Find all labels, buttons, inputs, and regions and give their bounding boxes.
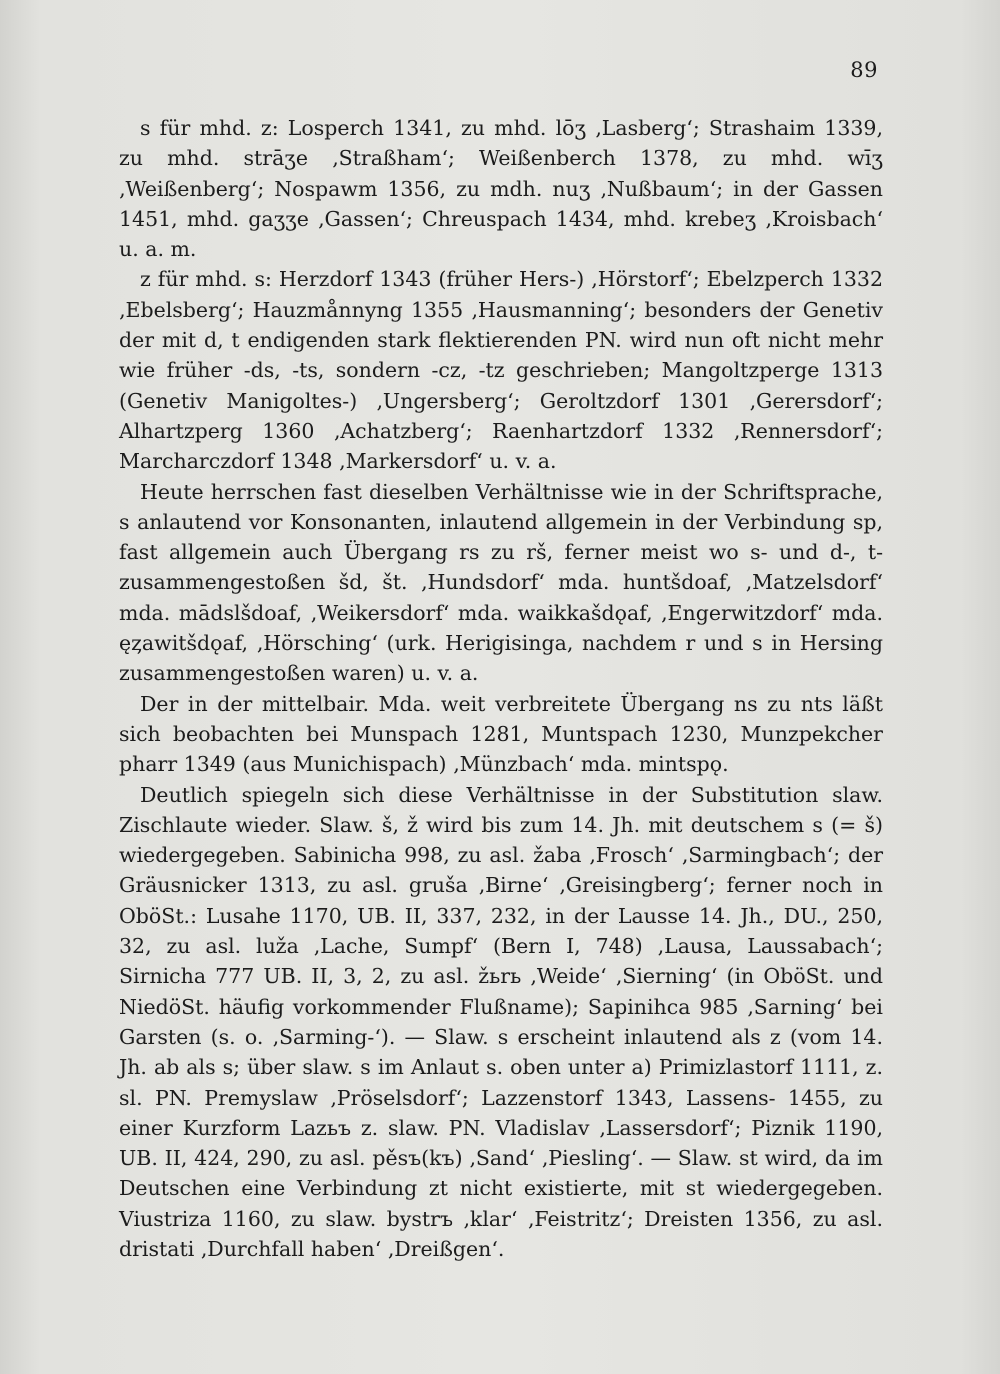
paragraph-3: Heute herrschen fast dieselben Verhältnisse wie in der Schriftsprache, s anlautend vor Konsonanten, inlautend allgemein in der Verbindung sp, fast allgemein auch Übergang rs zu rš, ferner meist wo s- und d-, t- zusammengestoßen šd, št. ‚Hundsdorf‘ mda. huntšdoaf, ‚Matzelsdorf‘ mda. mādslšdoaf, ‚Weikersdorf‘ mda. waikkašdǫaf, ‚Engerwitzdorf‘ mda. ęȥawitšdǫaf, ‚Hörsching‘ (urk. Herigisinga, nachdem r und s in Hersing zusammengestoßen waren) u. v. a. [119,479,883,686]
paragraph-1: s für mhd. z: Losperch 1341, zu mhd. lōʒ ‚Lasberg‘; Strashaim 1339, zu mhd. strāʒe ‚Straßham‘; Weißenberch 1378, zu mhd. wīʒ ‚Weißenberg‘; Nospawm 1356, zu mdh. nuʒ ‚Nußbaum‘; in der Gassen 1451, mhd. gaʒʒe ‚Gassen‘; Chreuspach 1434, mhd. krebeʒ ‚Kroisbach‘ u. a. m. [119,116,883,262]
body-text [119,113,883,1264]
page-number: 89 [850,58,878,82]
paragraph-5: Deutlich spiegeln sich diese Verhältnisse in der Substitution slaw. Zischlaute wieder. Slaw. š, ž wird bis zum 14. Jh. mit deutschem s (= š) wiedergegeben. Sabinicha 998, zu asl. žaba ‚Frosch‘ ‚Sarmingbach‘; der Gräusnicker 1313, zu asl. gruša ‚Birne‘ ‚Greisingberg‘; ferner noch in OböSt.: Lusahe 1170, UB. II, 337, 232, in der Lausse 14. Jh., DU., 250, 32, zu asl. luža ‚Lache, Sumpf‘ (Bern I, 748) ‚Lausa, Laussabach‘; Sirnicha 777 UB. II, 3, 2, zu asl. žьrь ‚Weide‘ ‚Sierning‘ (in OböSt. und NiedöSt. häufig vorkommender Flußname); Sapinihca 985 ‚Sarning‘ bei Garsten (s. o. ‚Sarming-‘). — Slaw. s erscheint inlautend als z (vom 14. Jh. ab als s; über slaw. s im Anlaut s. oben unter a) Primizlastorf 1111, z. sl. PN. Premyslaw ‚Pröselsdorf‘; Lazzenstorf 1343, Lassens- 1455, zu einer Kurzform Lazьъ z. slaw. PN. Vladislav ‚Lassersdorf‘; Piznik 1190, UB. II, 424, 290, zu asl. pěsъ(kъ) ‚Sand‘ ‚Piesling‘. — Slaw. st wird, da im Deutschen eine Verbindung zt nicht existierte, mit st wiedergegeben. Viustriza 1160, zu slaw. bystrъ ‚klar‘ ‚Feistritz‘; Dreisten 1356, zu asl. dristati ‚Durchfall haben‘ ‚Dreißgen‘. [119,782,883,1261]
paragraph-2: z für mhd. s: Herzdorf 1343 (früher Hers-) ‚Hörstorf‘; Ebelzperch 1332 ‚Ebelsberg‘; Hauzmånnyng 1355 ‚Hausmanning‘; besonders der Genetiv der mit d, t endigenden stark flektierenden PN. wird nun oft nicht mehr wie früher -ds, -ts, sondern -cz, -tz geschrieben; Mangoltzperge 1313 (Genetiv Manigoltes-) ‚Ungersberg‘; Geroltzdorf 1301 ‚Gerersdorf‘; Alhartzperg 1360 ‚Achatzberg‘; Raenhartzdorf 1332 ‚Rennersdorf‘; Marcharczdorf 1348 ‚Markersdorf‘ u. v. a. [119,267,883,474]
paragraph-4: Der in der mittelbair. Mda. weit verbreitete Übergang ns zu nts läßt sich beobachten bei Munspach 1281, Muntspach 1230, Munzpekcher pharr 1349 (aus Munichispach) ‚Münzbach‘ mda. mintspǫ. [119,691,883,777]
